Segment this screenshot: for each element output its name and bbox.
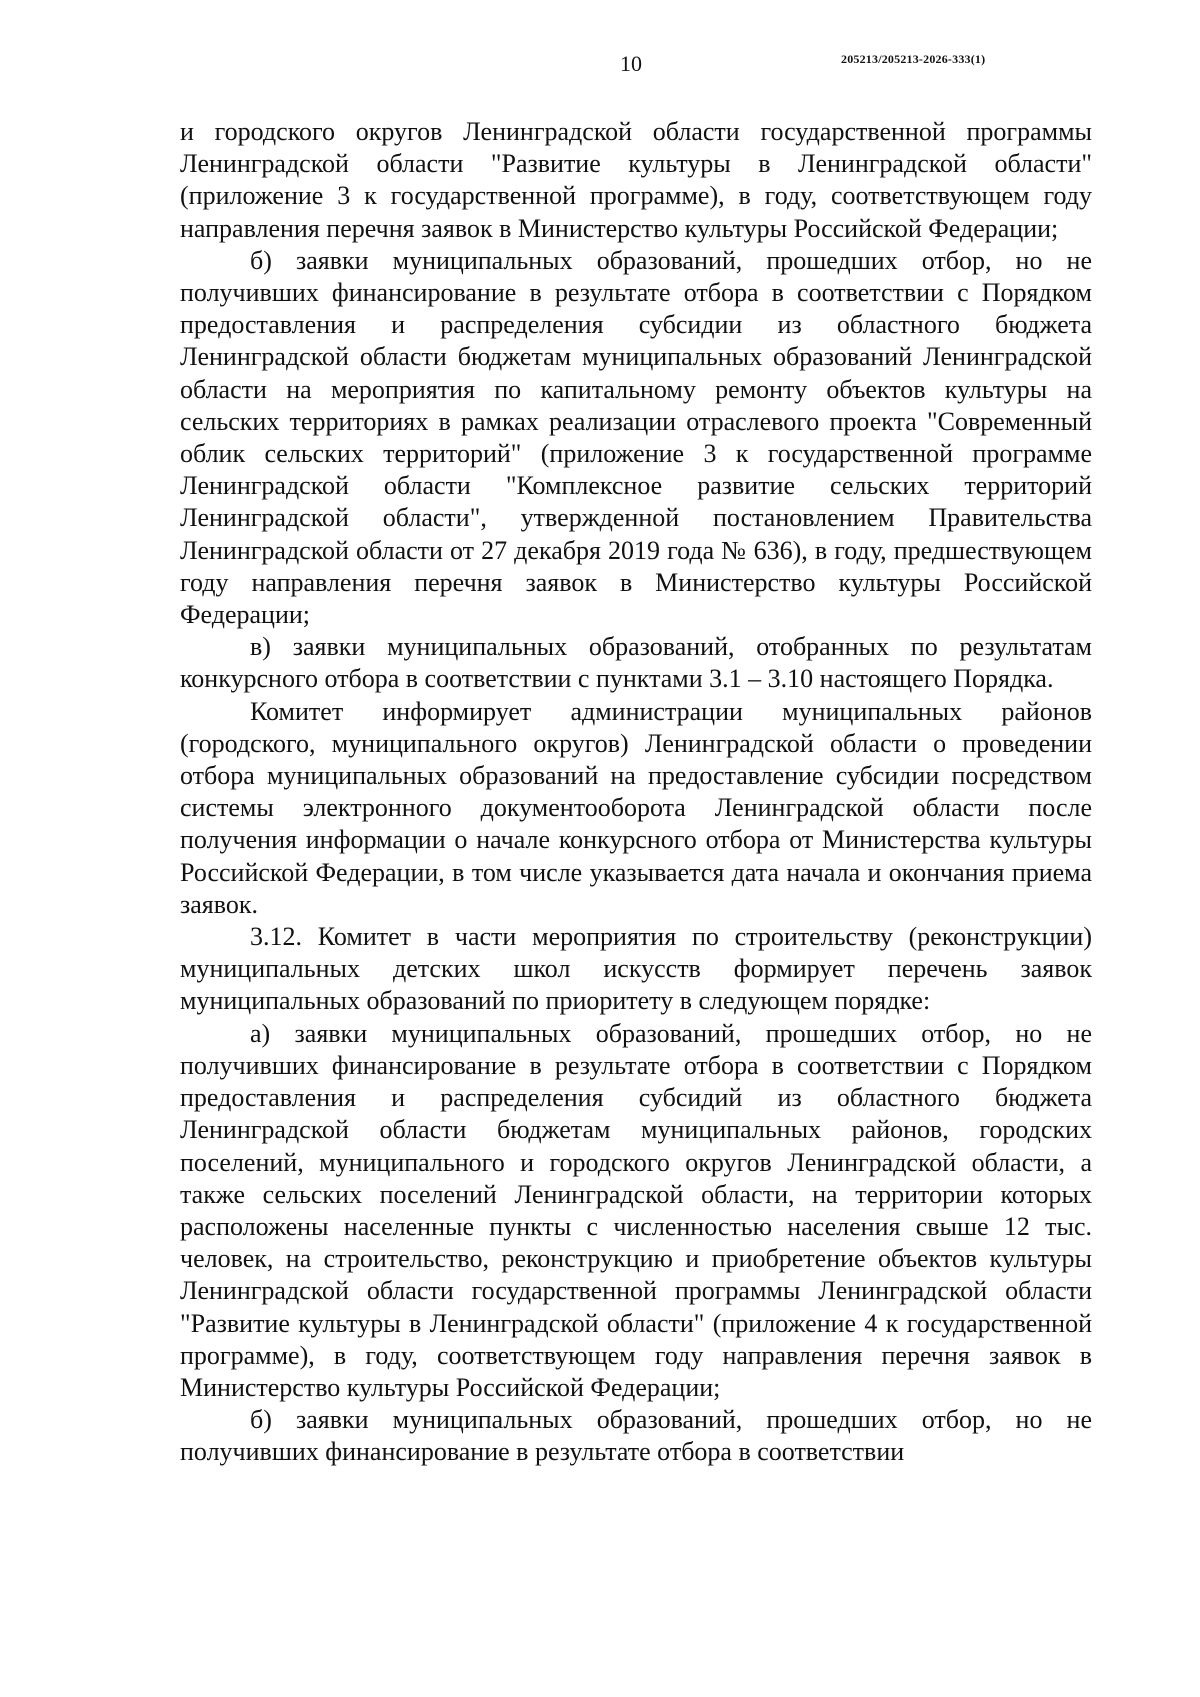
document-body — [180, 116, 1092, 1469]
paragraph-item-a: а) заявки муниципальных образований, прошедших отбор, но не получивших финансирование в результате отбора в соответствии с Порядком предоставления и распределения субсидий из областного бюджета Ленинградской области бюджетам муниципальных районов, городских поселений, муниципального и городского округов Ленинградской области, а также сельских поселений Ленинградской области, на территории которых расположены населенные пункты с численностью населения свыше 12 тыс. человек, на строительство, реконструкцию и приобретение объектов культуры Ленинградской области государственной программы Ленинградской области "Развитие культуры в Ленинградской области" (приложение 4 к государственной программе), в году, соответствующем году направления перечня заявок в Министерство культуры Российской Федерации; — [180, 1018, 1092, 1402]
paragraph-committee-informs: Комитет информирует администрации муниципальных районов (городского, муниципального округов) Ленинградской области о проведении отбора муниципальных образований на предоставление субсидии посредством системы электронного документооборота Ленинградской области после получения информации о начале конкурсного отбора от Министерства культуры Российской Федерации, в том числе указывается дата начала и окончания приема заявок. — [180, 696, 1092, 919]
paragraph-item-v: в) заявки муниципальных образований, отобранных по результатам конкурсного отбора в соответствии с пунктами 3.1 – 3.10 настоящего Порядка. — [180, 632, 1092, 694]
document-id: 205213/205213-2026-333(1) — [841, 52, 986, 66]
paragraph-continuation: и городского округов Ленинградской области государственной программы Ленинградской области "Развитие культуры в Ленинградской области" (приложение 3 к государственной программе), в году, соответствующем году направления перечня заявок в Министерство культуры Российской Федерации; — [180, 117, 1092, 243]
page-number: 10 — [620, 51, 642, 76]
paragraph-item-b-second: б) заявки муниципальных образований, прошедших отбор, но не получивших финансирование в результате отбора в соответствии — [180, 1405, 1092, 1467]
paragraph-item-b: б) заявки муниципальных образований, прошедших отбор, но не получивших финансирование в результате отбора в соответствии с Порядком предоставления и распределения субсидии из областного бюджета Ленинградской области бюджетам муниципальных образований Ленинградской области на мероприятия по капитальному ремонту объектов культуры на сельских территориях в рамках реализации отраслевого проекта "Современный облик сельских территорий" (приложение 3 к государственной программе Ленинградской области "Комплексное развитие сельских территорий Ленинградской области", утвержденной постановлением Правительства Ленинградской области от 27 декабря 2019 года № 636), в году, предшествующем году направления перечня заявок в Министерство культуры Российской Федерации; — [180, 245, 1092, 630]
paragraph-section-3-12: 3.12. Комитет в части мероприятия по строительству (реконструкции) муниципальных детских школ искусств формирует перечень заявок муниципальных образований по приоритету в следующем порядке: — [180, 922, 1092, 1016]
